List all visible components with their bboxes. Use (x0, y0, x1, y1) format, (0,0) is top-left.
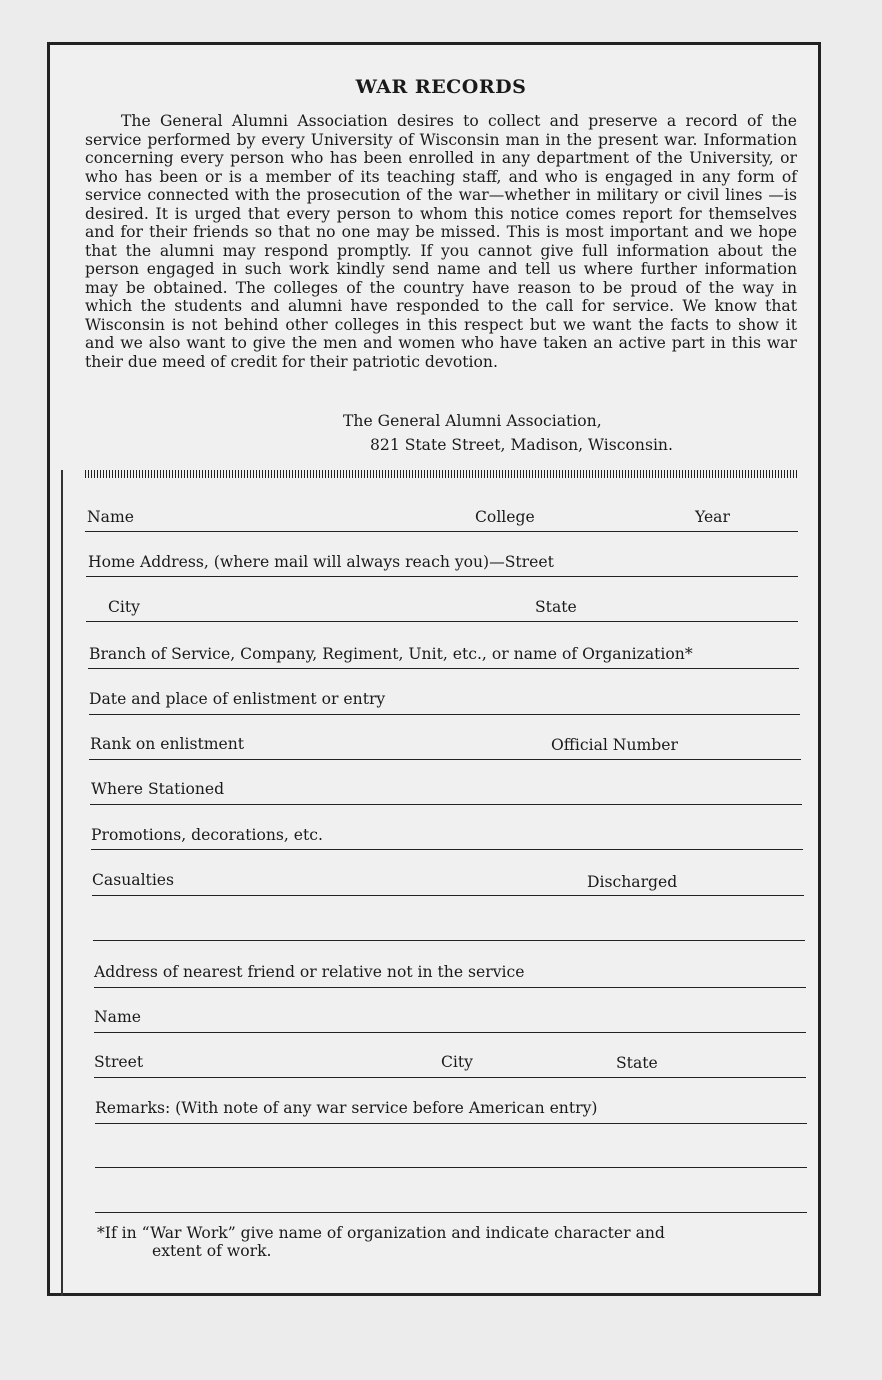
enlistment-field-line[interactable] (89, 714, 800, 715)
branch-label: Branch of Service, Company, Regiment, Unit, etc., or name of Organization* (89, 645, 693, 663)
remarks-label: Remarks: (With note of any war service before American entry) (95, 1099, 598, 1117)
city-state-field-line[interactable] (86, 621, 798, 622)
official-number-label: Official Number (551, 736, 678, 754)
casualties-label: Casualties (92, 871, 175, 889)
section-divider (85, 470, 797, 478)
blank-field-line[interactable] (93, 940, 805, 941)
discharged-label: Discharged (587, 873, 678, 891)
rank-field-line[interactable] (89, 759, 801, 760)
friend-state-label: State (616, 1054, 658, 1072)
friend-address-field-line[interactable] (94, 987, 806, 988)
promotions-field-line[interactable] (91, 849, 803, 850)
friend-city-label: City (441, 1053, 473, 1071)
signature-org: The General Alumni Association, (343, 412, 602, 430)
friend-name-field-line[interactable] (94, 1032, 806, 1033)
remarks-field-line-3[interactable] (95, 1212, 807, 1213)
footnote-line-1: *If in “War Work” give name of organization and indicate character and (97, 1224, 665, 1242)
city-label: City (108, 598, 140, 616)
friend-street-field-line[interactable] (94, 1077, 806, 1078)
footnote-line-2: extent of work. (152, 1242, 272, 1260)
intro-paragraph: The General Alumni Association desires to collect and preserve a record of the service performed by every University of Wisconsin man in the present war. Information concerning every person who has been enrolled in any department of the University, or who has been or is a member of its teaching staff, and who is engaged in any form of service connected with the prosecution of the war—whether in military or civil lines —is desired. It is urged that every person to whom this notice comes report for themselves and for their friends so that no one may be missed. This is most important and we hope that the alumni may respond promptly. If you cannot give full information about the person engaged in such work kindly send name and tell us where further information may be obtained. The colleges of the country have reason to be proud of the way in which the students and alumni have responded to the call for service. We know that Wisconsin is not behind other colleges in this respect but we want the facts to show it and we also want to give the men and women who have taken an active part in this war their due meed of credit for their patriotic devotion. (85, 112, 797, 371)
stationed-field-line[interactable] (90, 804, 802, 805)
home-address-field-line[interactable] (86, 576, 798, 577)
page-title: WAR RECORDS (355, 76, 527, 98)
name-field-line[interactable] (85, 531, 798, 532)
home-address-label: Home Address, (where mail will always reach you)—Street (88, 553, 554, 571)
enlistment-label: Date and place of enlistment or entry (89, 690, 386, 708)
name-label: Name (87, 508, 134, 526)
friend-address-label: Address of nearest friend or relative not in the service (94, 963, 525, 981)
branch-field-line[interactable] (88, 668, 799, 669)
remarks-field-line-2[interactable] (95, 1167, 807, 1168)
state-label: State (535, 598, 577, 616)
year-label: Year (695, 508, 730, 526)
form-inner-border (61, 470, 63, 1296)
casualties-field-line[interactable] (92, 895, 804, 896)
promotions-label: Promotions, decorations, etc. (91, 826, 323, 844)
stationed-label: Where Stationed (91, 780, 225, 798)
remarks-field-line-1[interactable] (95, 1123, 807, 1124)
college-label: College (475, 508, 535, 526)
friend-name-label: Name (94, 1008, 141, 1026)
friend-street-label: Street (94, 1053, 144, 1071)
signature-address: 821 State Street, Madison, Wisconsin. (370, 436, 673, 454)
rank-label: Rank on enlistment (90, 735, 245, 753)
